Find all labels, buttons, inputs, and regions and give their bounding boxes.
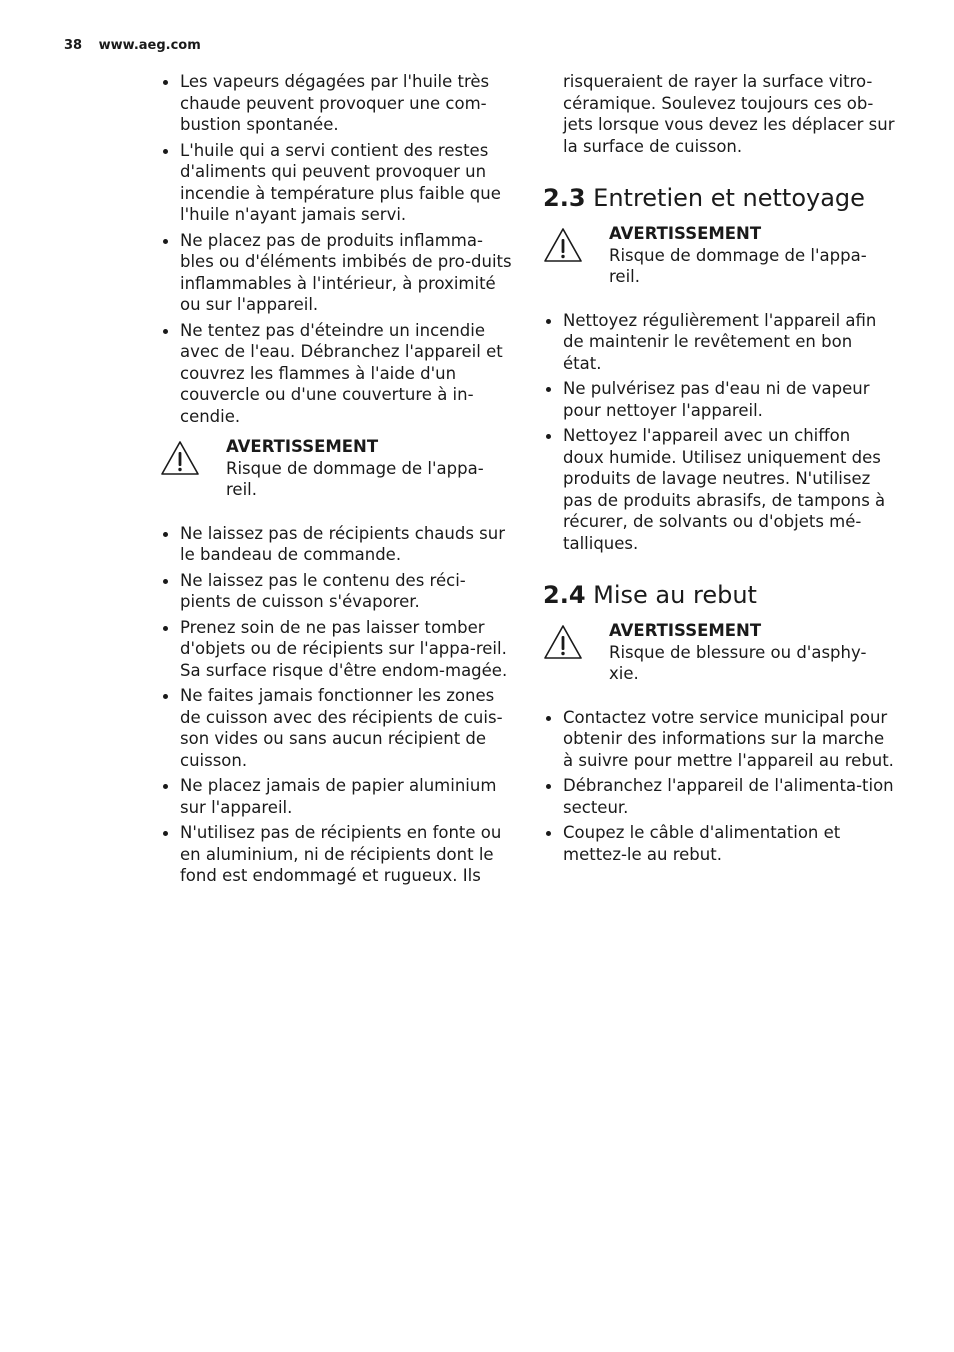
- list-item: Les vapeurs dégagées par l'huile très chaude peuvent provoquer une com-bustion spontanée.: [160, 71, 512, 136]
- list-item: Ne laissez pas de récipients chauds sur le bandeau de commande.: [160, 523, 512, 566]
- section-number: 2.4: [543, 581, 586, 609]
- safety-list-b: [160, 523, 512, 887]
- warning-box: [160, 436, 512, 501]
- right-column: [543, 71, 895, 869]
- page-header: [64, 38, 201, 53]
- disposal-list: [543, 707, 895, 866]
- page-number: 38: [64, 38, 83, 53]
- warning-text: Risque de dommage de l'appa-reil.: [609, 245, 867, 286]
- list-item: Débranchez l'appareil de l'alimenta-tion secteur.: [543, 775, 895, 818]
- list-item: Nettoyez l'appareil avec un chiffon doux humide. Utilisez uniquement des produits de lavage neutres. N'utilisez pas de produits abrasifs, de tampons à récurer, de solvants ou d'objets mé-talliques.: [543, 425, 895, 554]
- warning-text: Risque de dommage de l'appa-reil.: [226, 458, 484, 499]
- list-item: Ne laissez pas le contenu des réci-pients de cuisson s'évaporer.: [160, 570, 512, 613]
- warning-title: AVERTISSEMENT: [226, 437, 379, 456]
- warning-text: Risque de blessure ou d'asphy-xie.: [609, 642, 867, 683]
- list-item: Nettoyez régulièrement l'appareil afin de maintenir le revêtement en bon état.: [543, 310, 895, 375]
- list-item: Ne pulvérisez pas d'eau ni de vapeur pour nettoyer l'appareil.: [543, 378, 895, 421]
- list-item: Ne tentez pas d'éteindre un incendie avec de l'eau. Débranchez l'appareil et couvrez les flammes à l'aide d'un couvercle ou d'une couverture à in-cendie.: [160, 320, 512, 428]
- section-title: Mise au rebut: [593, 581, 757, 609]
- warning-title: AVERTISSEMENT: [609, 621, 762, 640]
- safety-list-a: [160, 71, 512, 427]
- warning-title: AVERTISSEMENT: [609, 224, 762, 243]
- warning-triangle-icon: [543, 624, 583, 660]
- list-item: Ne placez jamais de papier aluminium sur l'appareil.: [160, 775, 512, 818]
- list-item-continuation: risqueraient de rayer la surface vitro-céramique. Soulevez toujours ces ob-jets lorsque vous devez les déplacer sur la surface de cuisson.: [563, 72, 895, 156]
- warning-triangle-icon: [543, 227, 583, 263]
- site-url: www.aeg.com: [98, 38, 201, 53]
- warning-box: [543, 620, 895, 685]
- list-item: L'huile qui a servi contient des restes d'aliments qui peuvent provoquer un incendie à température plus faible que l'huile n'ayant jamais servi.: [160, 140, 512, 226]
- list-item: Coupez le câble d'alimentation et mettez-le au rebut.: [543, 822, 895, 865]
- section-heading-2-3: [543, 183, 895, 213]
- section-title: Entretien et nettoyage: [593, 184, 865, 212]
- warning-box: [543, 223, 895, 288]
- continuation-list: [543, 71, 895, 157]
- warning-triangle-icon: [160, 440, 200, 476]
- left-column: [160, 71, 512, 891]
- section-number: 2.3: [543, 184, 586, 212]
- section-heading-2-4: [543, 580, 895, 610]
- list-item: Ne placez pas de produits inflamma-bles ou d'éléments imbibés de pro-duits inflammables à l'intérieur, à proximité ou sur l'appareil.: [160, 230, 512, 316]
- list-item: Prenez soin de ne pas laisser tomber d'objets ou de récipients sur l'appa-reil. Sa surface risque d'être endom-magée.: [160, 617, 512, 682]
- cleaning-list: [543, 310, 895, 555]
- list-item: Contactez votre service municipal pour obtenir des informations sur la marche à suivre pour mettre l'appareil au rebut.: [543, 707, 895, 772]
- list-item: Ne faites jamais fonctionner les zones de cuisson avec des récipients de cuis-son vides ou sans aucun récipient de cuisson.: [160, 685, 512, 771]
- list-item: N'utilisez pas de récipients en fonte ou en aluminium, ni de récipients dont le fond est endommagé et rugueux. Ils: [160, 822, 512, 887]
